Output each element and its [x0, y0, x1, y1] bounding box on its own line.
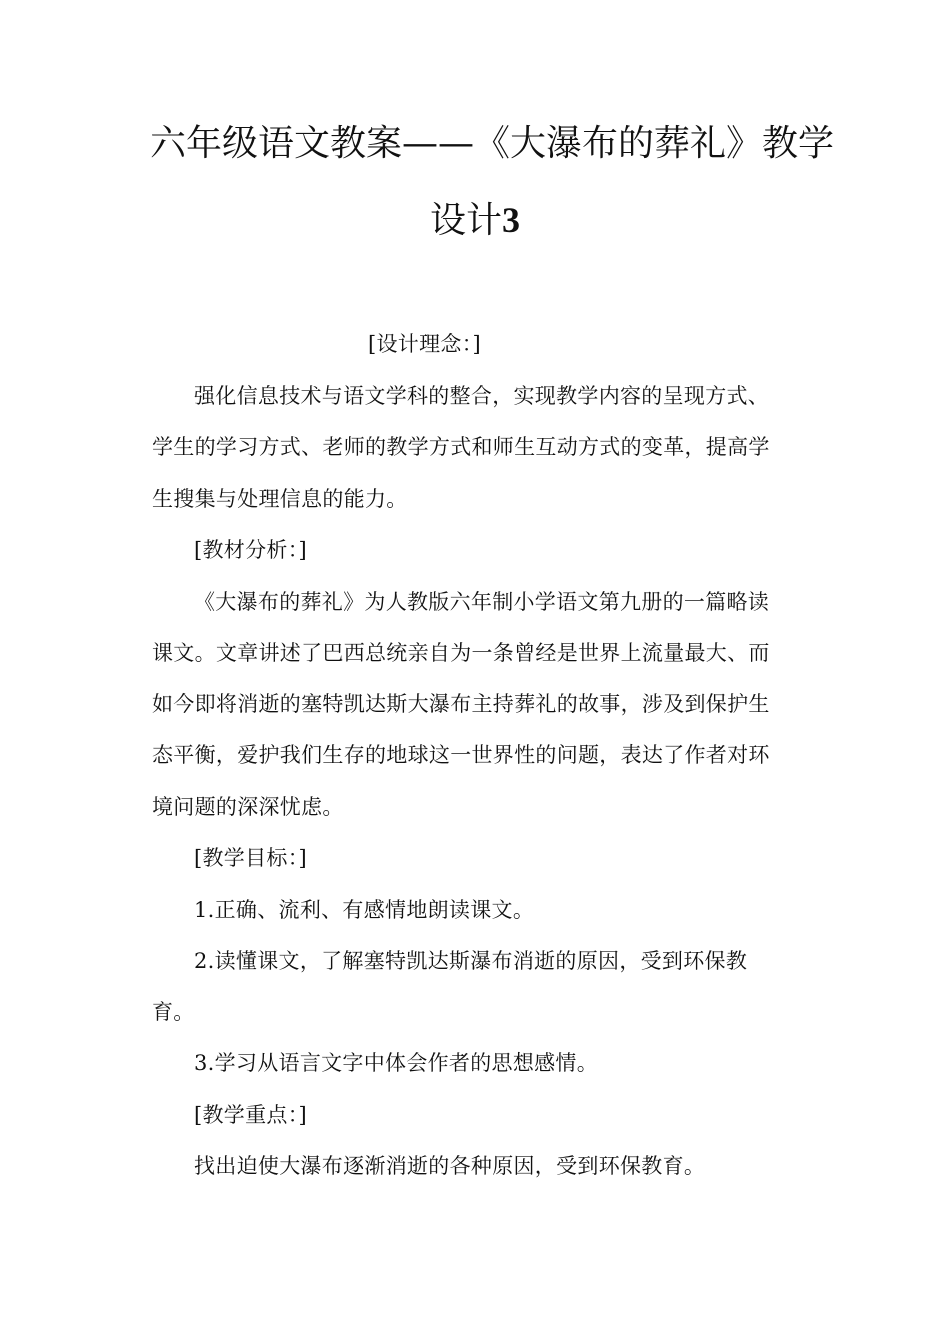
document-title-line-1: 六年级语文教案——《大瀑布的葬礼》教学: [150, 123, 835, 164]
goal-item: 1.正确、流利、有感情地朗读课文。: [194, 898, 535, 922]
document-title-line-2: [150, 200, 800, 241]
paragraph-line: 《大瀑布的葬礼》为人教版六年制小学语文第九册的一篇略读: [194, 590, 770, 614]
design-concept-heading: [设计理念：]: [368, 332, 481, 356]
goal-item: 3.学习从语言文字中体会作者的思想感情。: [194, 1051, 599, 1075]
paragraph-line: 境问题的深深忧虑。: [152, 795, 344, 819]
title-number: 3: [502, 200, 520, 240]
goal-item: 2.读懂课文，了解塞特凯达斯瀑布消逝的原因，受到环保教: [194, 949, 748, 973]
textbook-analysis-heading: [教材分析：]: [194, 538, 307, 562]
paragraph-line: 强化信息技术与语文学科的整合，实现教学内容的呈现方式、: [194, 384, 770, 408]
paragraph-line: 态平衡，爱护我们生存的地球这一世界性的问题，表达了作者对环: [152, 743, 770, 767]
paragraph-line: 找出迫使大瀑布逐渐消逝的各种原因，受到环保教育。: [194, 1154, 706, 1178]
teaching-focus-heading: [教学重点：]: [194, 1103, 307, 1127]
paragraph-line: 学生的学习方式、老师的教学方式和师生互动方式的变革，提高学: [152, 435, 770, 459]
teaching-goals-heading: [教学目标：]: [194, 846, 307, 870]
goal-item-continuation: 育。: [152, 1000, 195, 1024]
paragraph-line: 生搜集与处理信息的能力。: [152, 487, 408, 511]
paragraph-line: 如今即将消逝的塞特凯达斯大瀑布主持葬礼的故事，涉及到保护生: [152, 692, 770, 716]
title-text: 设计: [429, 200, 502, 241]
paragraph-line: 课文。文章讲述了巴西总统亲自为一条曾经是世界上流量最大、而: [152, 641, 770, 665]
